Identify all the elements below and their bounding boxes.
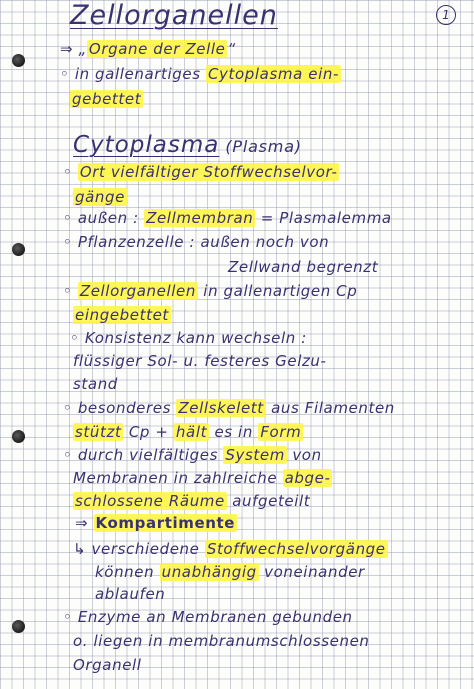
note-text: ◦ Pflanzenzelle : außen noch von xyxy=(63,233,330,251)
note-text: Organell xyxy=(73,656,142,674)
highlighted-text: Ort vielfältiger Stoffwechselvor- xyxy=(79,163,338,181)
highlighted-text: Zellmembran xyxy=(146,209,254,227)
note-line xyxy=(73,375,118,393)
note-line xyxy=(63,233,329,251)
punch-hole-icon xyxy=(12,430,25,443)
note-text: ◦ außen : xyxy=(63,209,145,227)
note-text: ⇒ xyxy=(75,514,94,532)
note-text: voneinander xyxy=(258,563,365,581)
note-line xyxy=(95,563,365,581)
note-line xyxy=(73,306,171,324)
note-line xyxy=(75,514,237,532)
note-text: ◦ xyxy=(63,163,78,181)
note-text: o. liegen in membranumschlossenen xyxy=(73,632,370,650)
note-text: ◦ xyxy=(63,282,78,300)
section-heading xyxy=(73,132,302,158)
note-text: = Plasmalemma xyxy=(255,209,392,227)
note-text: ↳ verschiedene xyxy=(73,540,205,558)
note-line xyxy=(60,40,236,58)
highlighted-text: unabhängig xyxy=(161,563,257,581)
note-text: ⇒ „ xyxy=(60,40,87,58)
note-line xyxy=(73,540,388,558)
highlighted-text: System xyxy=(225,446,285,464)
note-line xyxy=(73,352,327,370)
note-text: flüssiger Sol- u. festeres Gelzu- xyxy=(73,352,327,370)
highlighted-text: Zellorganellen xyxy=(79,282,196,300)
note-line xyxy=(73,423,303,441)
note-text: ◦ Konsistenz kann wechseln : xyxy=(70,329,307,347)
note-text: ◦ Enzyme an Membranen gebunden xyxy=(63,608,353,626)
note-line xyxy=(73,492,310,510)
punch-hole-icon xyxy=(12,243,25,256)
note-text: von xyxy=(286,446,322,464)
note-text: können xyxy=(95,563,160,581)
highlighted-text: Organe der Zelle xyxy=(88,40,226,58)
note-line xyxy=(228,258,378,276)
highlighted-text: Kompartimente xyxy=(95,514,236,532)
punch-hole-icon xyxy=(12,54,25,67)
punch-hole-icon xyxy=(12,620,25,633)
note-line xyxy=(63,399,395,417)
note-line xyxy=(70,90,143,108)
note-text: ◦ besonderes xyxy=(63,399,177,417)
highlighted-text: gänge xyxy=(75,188,125,206)
note-line xyxy=(63,209,392,227)
highlighted-text: abge- xyxy=(284,469,331,487)
note-line xyxy=(73,632,370,650)
highlighted-text: Stoffwechselvorgänge xyxy=(206,540,386,558)
note-line xyxy=(63,446,322,464)
note-line xyxy=(63,608,353,626)
note-text: “ xyxy=(227,40,236,58)
highlighted-text: Cytoplasma ein- xyxy=(207,65,339,83)
highlighted-text: gebettet xyxy=(72,90,142,108)
note-line xyxy=(95,585,165,603)
page-title: Zellorganellen xyxy=(70,0,278,31)
note-line xyxy=(73,469,332,487)
highlighted-text: stützt xyxy=(75,423,122,441)
note-text: aus Filamenten xyxy=(265,399,395,417)
note-line xyxy=(63,282,357,300)
note-text: Zellwand begrenzt xyxy=(228,258,379,276)
highlighted-text: Form xyxy=(260,423,302,441)
highlighted-text: schlossene Räume xyxy=(75,492,225,510)
note-text: Membranen in zahlreiche xyxy=(73,469,283,487)
highlighted-text: Zellskelett xyxy=(178,399,264,417)
heading-sub: (Plasma) xyxy=(225,137,302,156)
note-line xyxy=(73,656,142,674)
note-text: ablaufen xyxy=(95,585,166,603)
note-line xyxy=(60,65,341,83)
note-text: aufgeteilt xyxy=(226,492,311,510)
note-text: stand xyxy=(73,375,118,393)
page-number: 1 xyxy=(436,5,456,25)
note-text: in gallenartigen Cp xyxy=(197,282,358,300)
highlighted-text: hält xyxy=(175,423,208,441)
note-line xyxy=(70,329,307,347)
note-text: ◦ in gallenartiges xyxy=(60,65,206,83)
note-text: Cp + xyxy=(123,423,174,441)
note-text: ◦ durch vielfältiges xyxy=(63,446,224,464)
note-line xyxy=(63,163,339,181)
note-text: es in xyxy=(209,423,259,441)
note-line xyxy=(73,188,127,206)
highlighted-text: eingebettet xyxy=(75,306,169,324)
heading-main: Cytoplasma xyxy=(73,132,220,158)
